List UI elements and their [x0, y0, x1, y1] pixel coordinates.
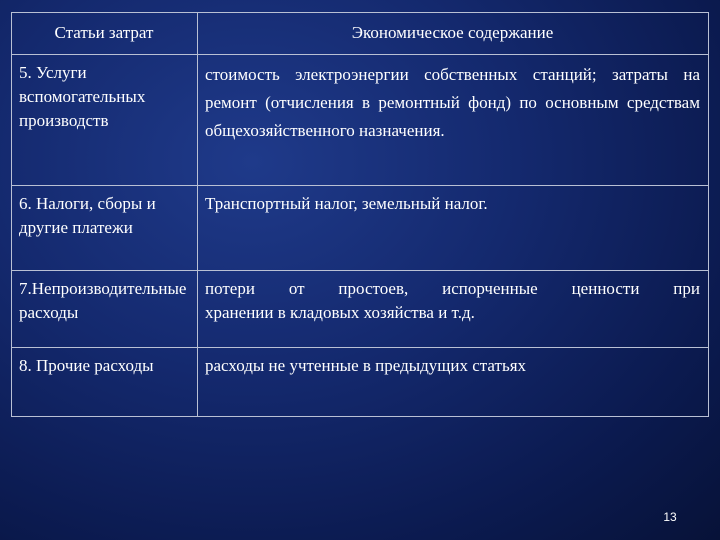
row-content-taxes: Транспортный налог, земельный налог. [198, 186, 709, 271]
row-content-line-1: потери от простоев, испорченные ценности при [205, 279, 700, 298]
row-item-unproductive-expenses: 7.Непроизводительные расходы [12, 271, 198, 348]
row-item-taxes: 6. Налоги, сборы и другие платежи [12, 186, 198, 271]
page-number: 13 [663, 510, 677, 524]
header-economic-content: Экономическое содержание [198, 13, 709, 55]
table-row [12, 186, 709, 271]
header-cost-items: Статьи затрат [12, 13, 198, 55]
row-content-other-expenses: расходы не учтенные в предыдущих статьях [198, 348, 709, 417]
row-content-auxiliary-services: стоимость электроэнергии собственных станций; затраты на ремонт (отчисления в ремонтный фонд) по основным средствам общехозяйственного назначения. [198, 55, 709, 186]
row-item-other-expenses: 8. Прочие расходы [12, 348, 198, 417]
table-row [12, 348, 709, 417]
row-item-auxiliary-services: 5. Услуги вспомогательных производств [12, 55, 198, 186]
row-content-line-2: хранении в кладовых хозяйства и т.д. [205, 303, 475, 322]
table-header-row [12, 13, 709, 55]
cost-items-table [11, 12, 709, 417]
row-content-unproductive-expenses [198, 271, 709, 348]
table-row [12, 271, 709, 348]
table-row [12, 55, 709, 186]
